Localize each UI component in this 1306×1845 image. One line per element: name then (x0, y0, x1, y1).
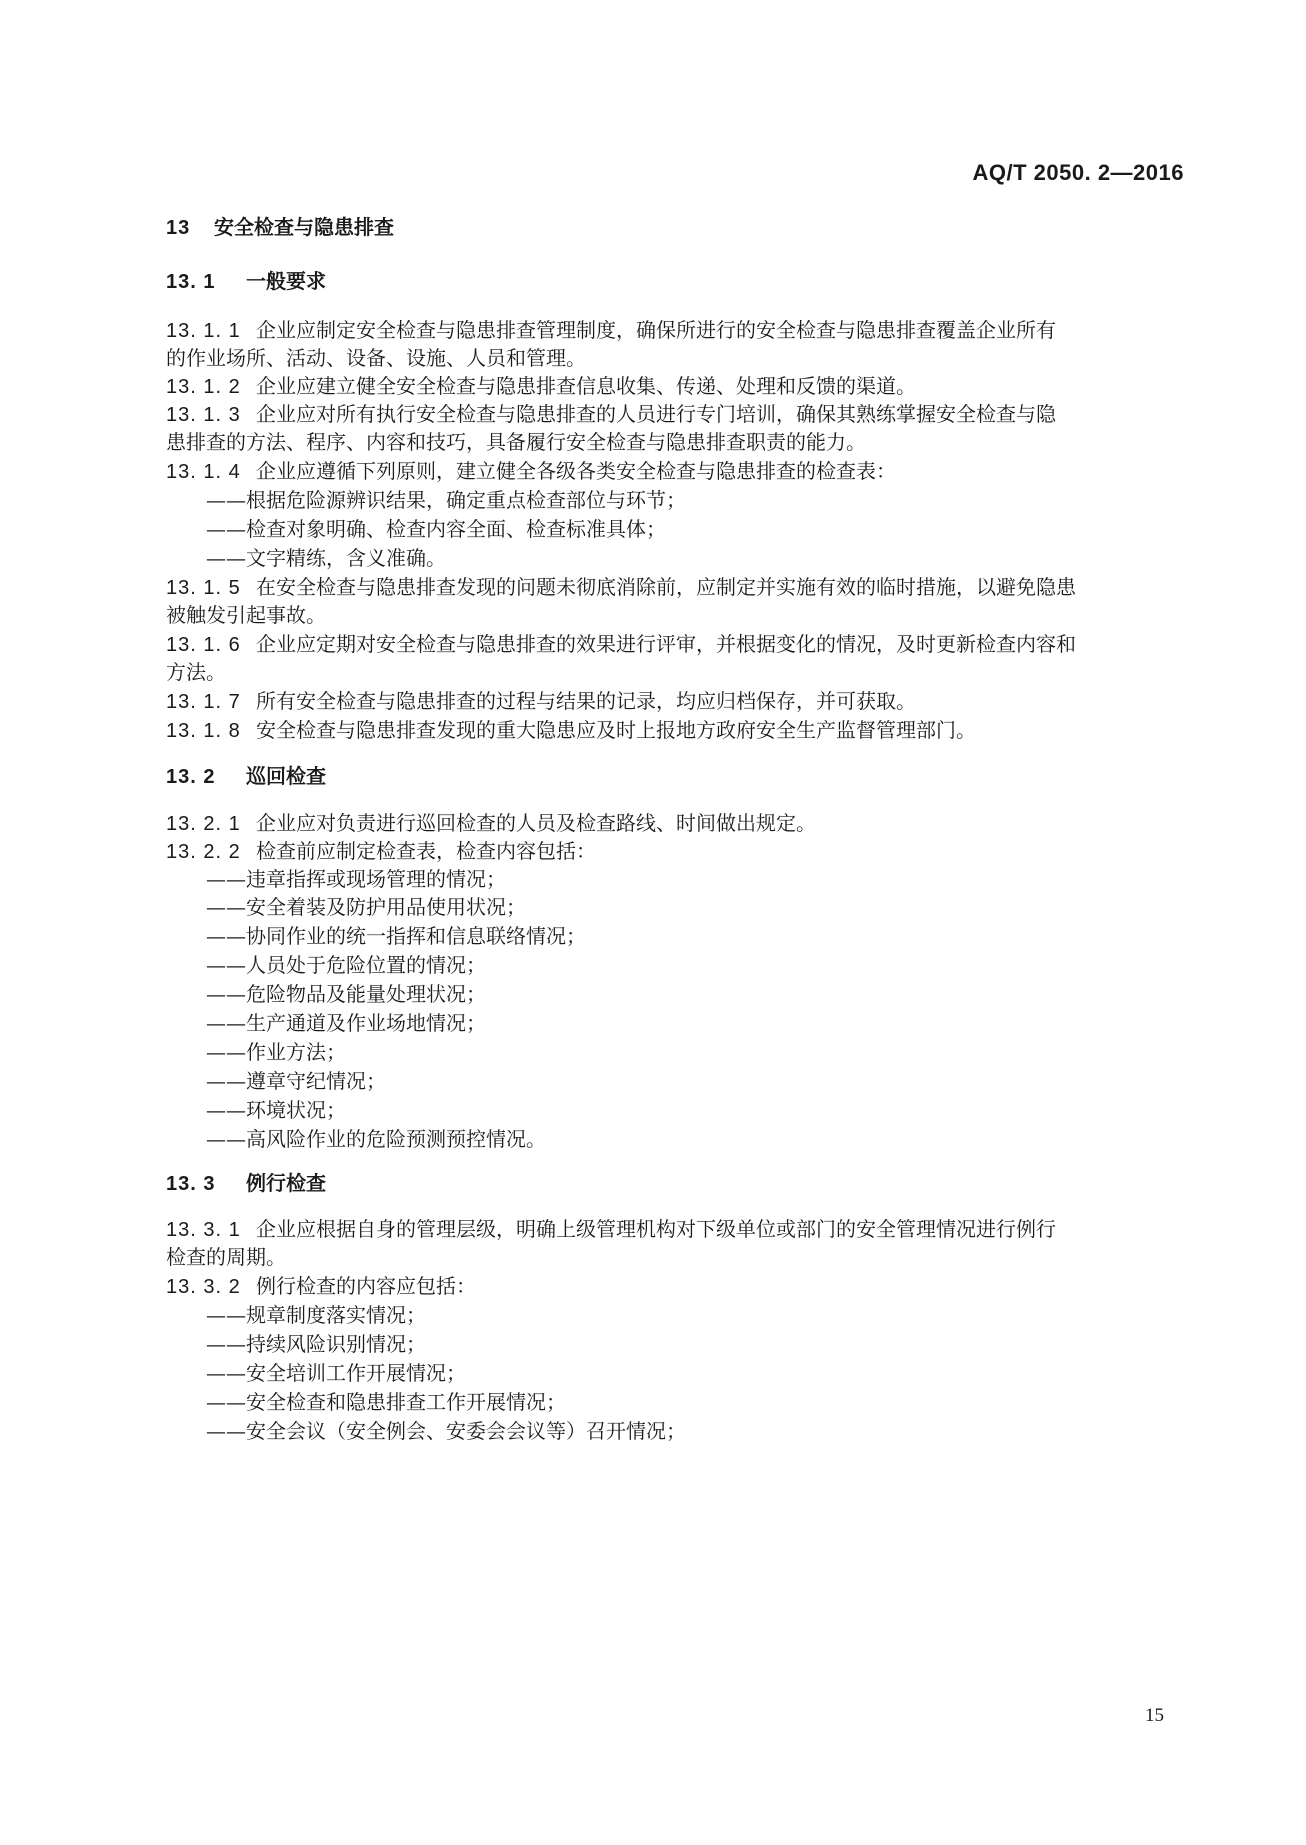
clause-13-2-1 (166, 808, 816, 839)
clause-13-1-1-cont: 的作业场所、活动、设备、设施、人员和管理。 (166, 346, 586, 370)
list-item: ——高风险作业的危险预测预控情况。 (206, 1127, 546, 1151)
list-item: ——违章指挥或现场管理的情况； (206, 867, 506, 891)
clause-text: 企业应遵循下列原则，建立健全各级各类安全检查与隐患排查的检查表： (256, 459, 896, 483)
clause-text: 企业应对所有执行安全检查与隐患排查的人员进行专门培训，确保其熟练掌握安全检查与隐 (256, 402, 1056, 426)
clause-text: 例行检查的内容应包括： (256, 1274, 476, 1298)
clause-13-1-5-cont: 被触发引起事故。 (166, 603, 326, 627)
section-number: 13 (166, 217, 191, 239)
clause-number: 13. 1. 7 (166, 691, 241, 713)
clause-13-1-3-cont: 患排查的方法、程序、内容和技巧，具备履行安全检查与隐患排查职责的能力。 (166, 430, 866, 454)
clause-number: 13. 2. 2 (166, 841, 241, 863)
list-item: ——安全着装及防护用品使用状况； (206, 895, 526, 919)
clause-13-1-3 (166, 399, 1056, 430)
clause-13-3-2 (166, 1271, 476, 1302)
clause-number: 13. 2. 1 (166, 813, 241, 835)
clause-number: 13. 1. 6 (166, 634, 241, 656)
list-item: ——根据危险源辨识结果，确定重点检查部位与环节； (206, 488, 686, 512)
section-13-heading (166, 212, 394, 243)
subsection-13-1-heading (166, 266, 326, 297)
subsection-number: 13. 2 (166, 766, 216, 788)
list-item: ——作业方法； (206, 1040, 346, 1064)
clause-number: 13. 3. 2 (166, 1276, 241, 1298)
clause-text: 所有安全检查与隐患排查的过程与结果的记录，均应归档保存，并可获取。 (256, 689, 916, 713)
list-item: ——环境状况； (206, 1098, 346, 1122)
subsection-number: 13. 3 (166, 1173, 216, 1195)
section-title: 安全检查与隐患排查 (214, 215, 394, 239)
standard-code: AQ/T 2050. 2—2016 (972, 160, 1184, 185)
clause-text: 安全检查与隐患排查发现的重大隐患应及时上报地方政府安全生产监督管理部门。 (256, 718, 976, 742)
clause-number: 13. 1. 2 (166, 376, 241, 398)
clause-13-2-2 (166, 836, 596, 867)
subsection-13-3-heading (166, 1168, 326, 1199)
list-item: ——安全检查和隐患排查工作开展情况； (206, 1390, 566, 1414)
list-item: ——持续风险识别情况； (206, 1332, 426, 1356)
clause-13-1-7 (166, 686, 916, 717)
list-item: ——生产通道及作业场地情况； (206, 1011, 486, 1035)
clause-number: 13. 1. 4 (166, 461, 241, 483)
clause-13-1-5 (166, 572, 1076, 603)
clause-number: 13. 1. 1 (166, 320, 241, 342)
list-item: ——协同作业的统一指挥和信息联络情况； (206, 924, 586, 948)
list-item: ——检查对象明确、检查内容全面、检查标准具体； (206, 517, 666, 541)
clause-text: 企业应制定安全检查与隐患排查管理制度，确保所进行的安全检查与隐患排查覆盖企业所有 (256, 318, 1056, 342)
clause-text: 在安全检查与隐患排查发现的问题未彻底消除前，应制定并实施有效的临时措施，以避免隐患 (256, 575, 1076, 599)
clause-text: 检查前应制定检查表，检查内容包括： (256, 839, 596, 863)
clause-13-1-6 (166, 629, 1076, 660)
clause-number: 13. 3. 1 (166, 1219, 241, 1241)
clause-text: 企业应定期对安全检查与隐患排查的效果进行评审，并根据变化的情况，及时更新检查内容和 (256, 632, 1076, 656)
page-number: 15 (1145, 1705, 1164, 1726)
list-item: ——危险物品及能量处理状况； (206, 982, 486, 1006)
list-item: ——规章制度落实情况； (206, 1303, 426, 1327)
clause-13-3-1 (166, 1214, 1056, 1245)
list-item: ——人员处于危险位置的情况； (206, 953, 486, 977)
subsection-13-2-heading (166, 761, 326, 792)
list-item: ——安全培训工作开展情况； (206, 1361, 466, 1385)
clause-text: 企业应建立健全安全检查与隐患排查信息收集、传递、处理和反馈的渠道。 (256, 374, 916, 398)
clause-number: 13. 1. 8 (166, 720, 241, 742)
list-item: ——遵章守纪情况； (206, 1069, 386, 1093)
clause-number: 13. 1. 3 (166, 404, 241, 426)
subsection-title: 巡回检查 (246, 764, 326, 788)
subsection-number: 13. 1 (166, 271, 216, 293)
list-item: ——文字精练，含义准确。 (206, 546, 446, 570)
list-item: ——安全会议（安全例会、安委会会议等）召开情况； (206, 1419, 686, 1443)
subsection-title: 一般要求 (246, 269, 326, 293)
clause-13-3-1-cont: 检查的周期。 (166, 1245, 286, 1269)
clause-13-1-2 (166, 371, 916, 402)
clause-13-1-1 (166, 315, 1056, 346)
clause-13-1-4 (166, 456, 896, 487)
clause-13-1-6-cont: 方法。 (166, 660, 226, 684)
clause-13-1-8 (166, 715, 976, 746)
clause-number: 13. 1. 5 (166, 577, 241, 599)
clause-text: 企业应根据自身的管理层级，明确上级管理机构对下级单位或部门的安全管理情况进行例行 (256, 1217, 1056, 1241)
clause-text: 企业应对负责进行巡回检查的人员及检查路线、时间做出规定。 (256, 811, 816, 835)
subsection-title: 例行检查 (246, 1171, 326, 1195)
